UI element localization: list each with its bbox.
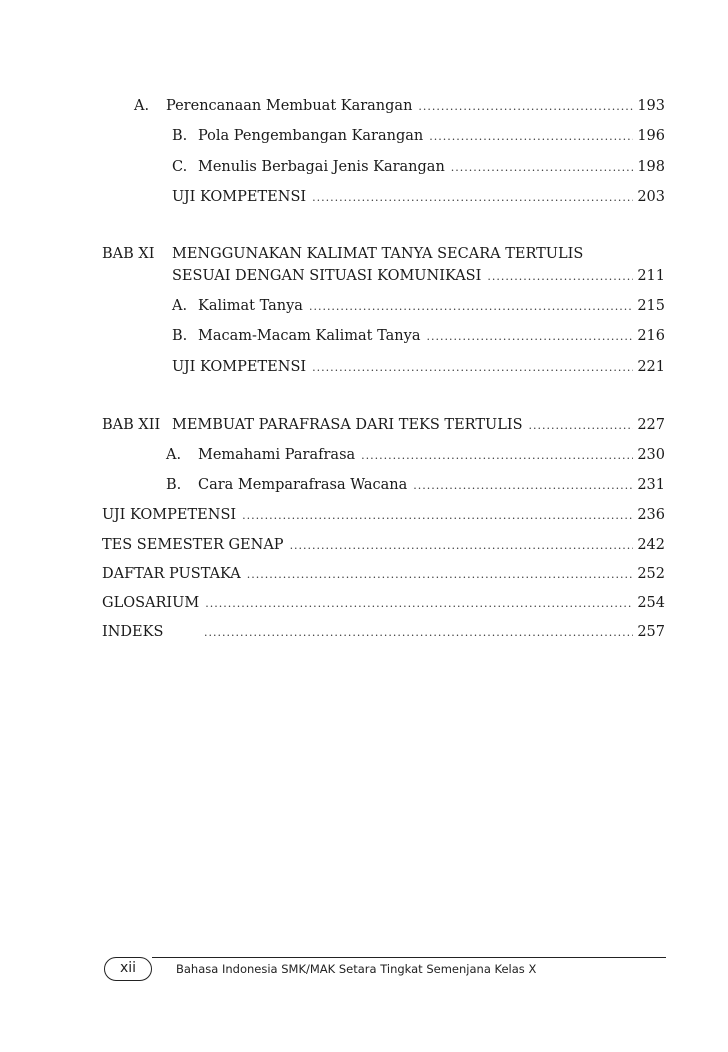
toc-leader-dots: [487, 268, 633, 286]
toc-page-number: 230: [637, 447, 665, 463]
toc-marker: A.: [134, 98, 150, 114]
toc-page-number: 227: [637, 417, 665, 433]
toc-title: Cara Memparafrasa Wacana: [198, 477, 408, 493]
toc-entry: [102, 536, 665, 555]
toc-title: Perencanaan Membuat Karangan: [166, 98, 413, 114]
toc-page-number: 221: [637, 359, 665, 375]
toc-entry: [172, 127, 665, 146]
toc-title: DAFTAR PUSTAKA: [102, 566, 241, 582]
toc-marker: B.: [166, 477, 182, 493]
toc-page-number: 193: [637, 98, 665, 114]
toc-title: UJI KOMPETENSI: [172, 189, 307, 205]
toc-leader-dots: [429, 128, 633, 146]
chapter-title: MEMBUAT PARAFRASA DARI TEKS TERTULIS: [172, 417, 523, 433]
toc-entry: [172, 358, 665, 377]
chapter-title-line1: MENGGUNAKAN KALIMAT TANYA SECARA TERTULIS: [172, 246, 584, 262]
toc-marker: C.: [172, 159, 188, 175]
toc-leader-dots: [418, 98, 633, 116]
toc-page-number: 231: [637, 477, 665, 493]
toc-title: Memahami Parafrasa: [198, 447, 356, 463]
toc-leader-dots: [361, 447, 633, 465]
toc-page-number: 257: [637, 624, 665, 640]
toc-leader-dots: [309, 298, 633, 316]
toc-leader-dots: [247, 566, 634, 584]
toc-leader-dots: [242, 507, 633, 525]
toc-title: Kalimat Tanya: [198, 298, 303, 314]
toc-leader-dots: [529, 417, 634, 435]
toc-page-number: 242: [637, 537, 665, 553]
toc-leader-dots: [290, 537, 634, 555]
toc-marker: B.: [172, 328, 188, 344]
toc-title: UJI KOMPETENSI: [102, 507, 237, 523]
toc-entry: [166, 446, 665, 465]
chapter-label: BAB XII: [102, 417, 161, 433]
toc-page-number: 211: [637, 268, 665, 284]
footer-page-number: xii: [104, 957, 152, 981]
chapter-title-line2: SESUAI DENGAN SITUASI KOMUNIKASI: [172, 268, 482, 284]
toc-page-number: 254: [637, 595, 665, 611]
toc-entry: [134, 97, 665, 116]
toc-leader-dots: [205, 595, 633, 613]
chapter-label: BAB XI: [102, 246, 155, 262]
toc-entry: [172, 158, 665, 177]
toc-entry: [172, 297, 665, 316]
toc-entry: [166, 476, 665, 495]
toc-leader-dots: [451, 159, 634, 177]
toc-leader-dots: [312, 189, 633, 207]
toc-entry: [102, 623, 665, 642]
toc-title: Menulis Berbagai Jenis Karangan: [198, 159, 445, 175]
toc-title: UJI KOMPETENSI: [172, 359, 307, 375]
toc-marker: A.: [166, 447, 182, 463]
toc-title: INDEKS: [102, 624, 164, 640]
toc-page-number: 215: [637, 298, 665, 314]
toc-page-number: 236: [637, 507, 665, 523]
toc-marker: A.: [172, 298, 188, 314]
toc-entry: [172, 327, 665, 346]
toc-leader-dots: [426, 328, 633, 346]
toc-entry: [102, 594, 665, 613]
toc-entry: [102, 565, 665, 584]
footer-rule: [152, 957, 666, 958]
toc-title: TES SEMESTER GENAP: [102, 537, 284, 553]
toc-leader-dots: [413, 477, 633, 495]
footer-book-title: Bahasa Indonesia SMK/MAK Setara Tingkat Semenjana Kelas X: [176, 962, 537, 976]
toc-leader-dots: [312, 359, 633, 377]
toc-leader-dots: [204, 624, 633, 642]
toc-page-number: 216: [637, 328, 665, 344]
toc-entry: [172, 188, 665, 207]
toc-title: Pola Pengembangan Karangan: [198, 128, 424, 144]
toc-title: Macam-Macam Kalimat Tanya: [198, 328, 421, 344]
toc-page-number: 196: [637, 128, 665, 144]
toc-entry: [172, 416, 665, 435]
toc-page-number: 203: [637, 189, 665, 205]
toc-page-number: 198: [637, 159, 665, 175]
toc-marker: B.: [172, 128, 188, 144]
toc-page-number: 252: [637, 566, 665, 582]
toc-entry: [172, 267, 665, 286]
toc-title: GLOSARIUM: [102, 595, 200, 611]
toc-entry: [102, 506, 665, 525]
